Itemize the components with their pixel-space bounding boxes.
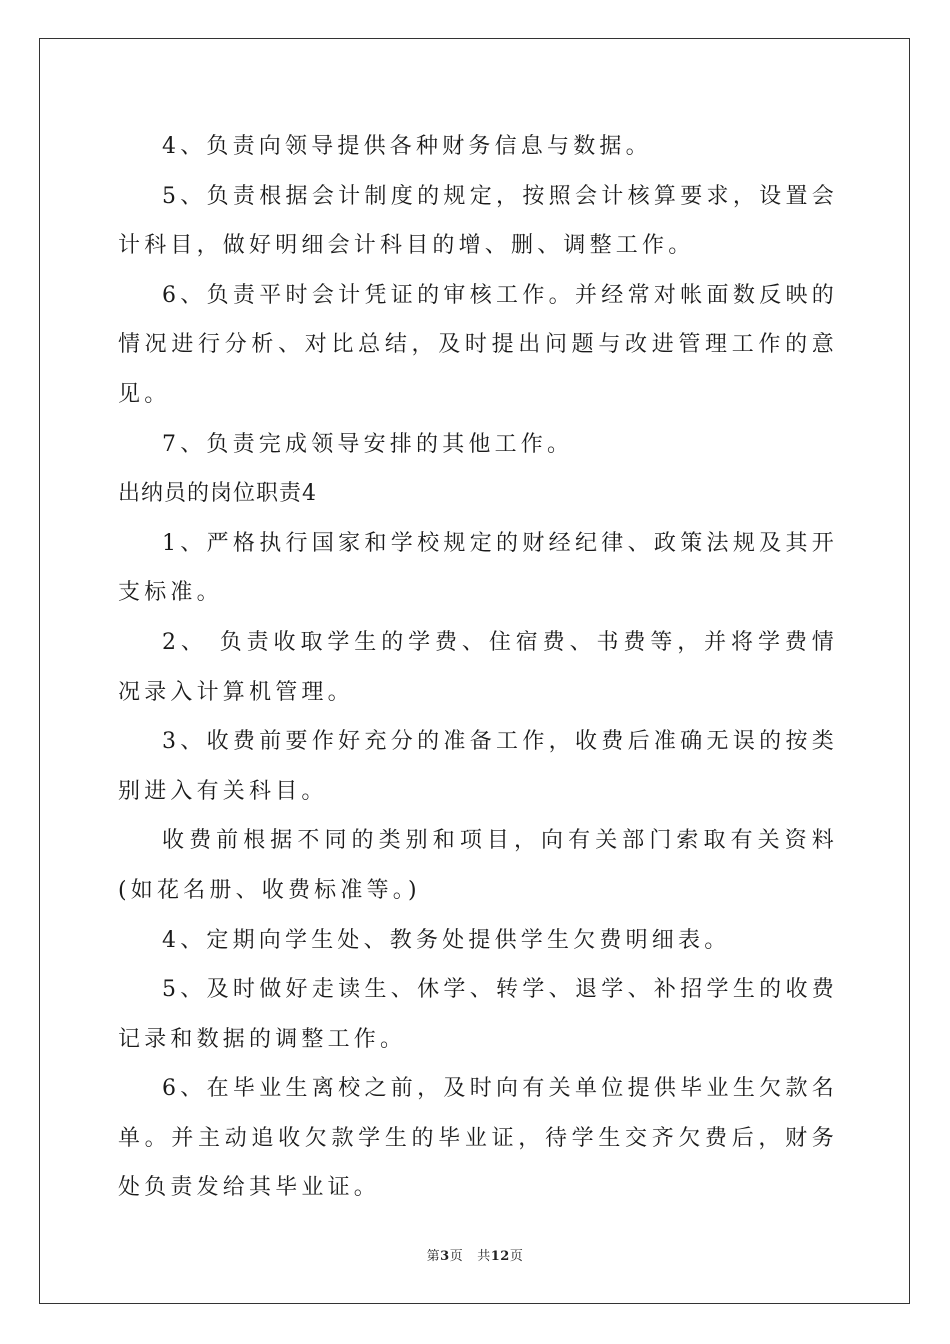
paragraph: 2、 负责收取学生的学费、住宿费、书费等，并将学费情况录入计算机管理。 — [118, 629, 838, 705]
page-suffix: 页 — [449, 1249, 464, 1264]
paragraph: 收费前根据不同的类别和项目，向有关部门索取有关资料(如花名册、收费标准等。) — [118, 828, 838, 903]
paragraph: 1、严格执行国家和学校规定的财经纪律、政策法规及其开支标准。 — [118, 530, 838, 606]
paragraph: 6、负责平时会计凭证的审核工作。并经常对帐面数反映的情况进行分析、对比总结，及时提出问题与改进管理工作的意见。 — [118, 282, 838, 407]
paragraph: 5、及时做好走读生、休学、转学、退学、补招学生的收费记录和数据的调整工作。 — [118, 977, 838, 1052]
page-prefix: 第 — [426, 1249, 441, 1264]
total-suffix: 页 — [509, 1249, 524, 1264]
paragraph: 5、负责根据会计制度的规定，按照会计核算要求，设置会计科目，做好明细会计科目的增、删、调整工作。 — [118, 183, 838, 259]
paragraph: 3、收费前要作好充分的准备工作，收费后准确无误的按类别进入有关科目。 — [118, 729, 838, 804]
paragraph: 4、负责向领导提供各种财务信息与数据。 — [162, 134, 652, 159]
total-pages: 12 — [490, 1249, 510, 1264]
total-prefix: 共 — [477, 1249, 491, 1264]
paragraph: 4、定期向学生处、教务处提供学生欠费明细表。 — [162, 927, 731, 953]
page-footer — [0, 1245, 950, 1264]
paragraph: 7、负责完成领导安排的其他工作。 — [162, 431, 574, 457]
paragraph: 6、在毕业生离校之前，及时向有关单位提供毕业生欠款名单。并主动追收欠款学生的毕业证，待学生交齐欠费后，财务处负责发给其毕业证。 — [118, 1076, 838, 1201]
page-number: 3 — [440, 1249, 450, 1264]
document-body — [118, 122, 838, 1213]
section-heading: 出纳员的岗位职责4 — [118, 481, 317, 507]
